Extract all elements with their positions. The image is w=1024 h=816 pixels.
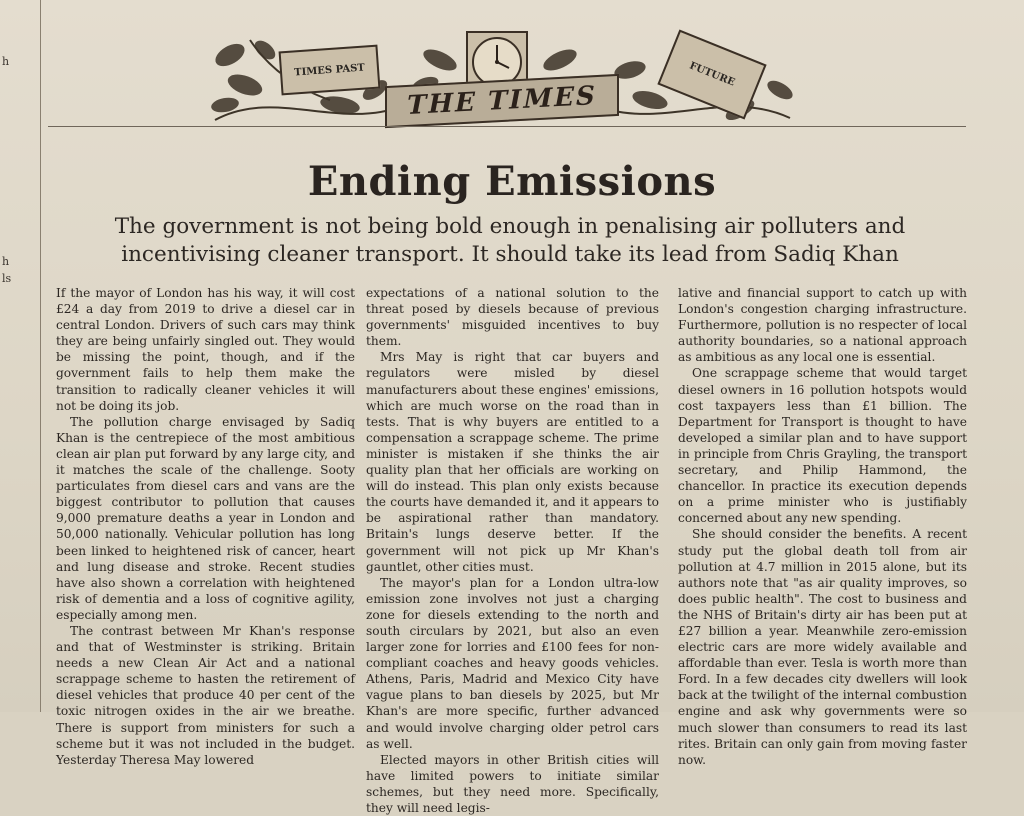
paragraph: The mayor's plan for a London ultra-low emission zone involves not just a charging zone for diesels extending to the north and south circulars by 2021, but also an even larger zone for lorries and £100 fees for non-compliant coaches and heavy goods vehicles. Athens, Paris, Madrid and Mexico City have vague plans to ban diesels by 2025, but Mr Khan's are more specific, further advanced and would involve charging older petrol cars as well. xyxy=(366,575,659,751)
article-column-2 xyxy=(366,285,659,816)
paragraph: lative and financial support to catch up with London's congestion charging infrastructure. Furthermore, pollution is no respecter of local authority boundaries, so a national approach as ambitious as any local one is essential. xyxy=(678,286,967,365)
adjacent-fragment: h xyxy=(2,55,10,68)
adjacent-fragment: ls xyxy=(2,272,12,285)
article-headline: Ending Emissions xyxy=(307,158,717,205)
paragraph: She should consider the benefits. A recent study put the global death toll from air pollution at 4.7 million in 2015 alone, but its authors note that "as air quality improves, so does public health". The cost to business and the NHS of Britain's dirty air has been put at £27 billion a year. Meanwhile zero-emission electric cars are more widely available and affordable than ever. Tesla is worth more than Ford. In a few decades city dwellers will look back at the twilight of the internal combustion engine and ask why governments were so much slower than consumers to read its last rites. Britain can only gain from moving faster now. xyxy=(678,527,967,767)
future-label: FUTURE xyxy=(687,60,737,89)
paragraph: Mrs May is right that car buyers and regulators were misled by diesel manufacturers about these engines' emissions, which are much worse on the road than in tests. That is why buyers are entitled to a compensation a scrappage scheme. The prime minister is mistaken if she thinks the air quality plan that her officials are working on will do instead. This plan only exists because the courts have demanded it, and it appears to be aspirational rather than mandatory. Britain's lungs deserve better. If the government will not pick up Mr Khan's gauntlet, other cities must. xyxy=(366,350,659,574)
paragraph: Elected mayors in other British cities will have limited powers to initiate similar schemes, but they need more. Specifically, they will need legis- xyxy=(366,752,659,815)
paragraph: expectations of a national solution to the threat posed by diesels because of previous governments' misguided incentives to buy them. xyxy=(366,286,659,349)
article-column-3 xyxy=(678,285,967,768)
adjacent-column-edge xyxy=(0,0,41,712)
divider-rule xyxy=(48,126,966,127)
article-column-1 xyxy=(56,285,355,768)
paragraph: One scrappage scheme that would target diesel owners in 16 pollution hotspots would cost taxpayers less than £1 billion. The Department for Transport is thought to have developed a similar plan and to have support in principle from Chris Grayling, the transport secretary, and Philip Hammond, the chancellor. In practice its execution depends on a prime minister who is justifiably concerned about any new spending. xyxy=(678,366,967,526)
paragraph: The contrast between Mr Khan's response and that of Westminster is striking. Britain needs a new Clean Air Act and a national scrappage scheme to hasten the retirement of diesel vehicles that produce 40 per cent of the toxic nitrogen oxides in the air we breathe. There is support from ministers for such a scheme but it was not included in the budget. Yesterday Theresa May lowered xyxy=(56,623,355,767)
times-past-label: TIMES PAST xyxy=(293,62,366,78)
article-standfirst: The government is not being bold enough in penalising air polluters and incentivising cleaner transport. It should take its lead from Sadiq Khan xyxy=(114,214,906,267)
paragraph: The pollution charge envisaged by Sadiq Khan is the centrepiece of the most ambitious clean air plan put forward by any large city, and it matches the scale of the challenge. Sooty particulates from diesel cars and vans are the biggest contributor to pollution that causes 9,000 premature deaths a year in London and 50,000 nationally. Vehicular pollution has long been linked to heightened risk of cancer, heart and lung disease and stroke. Recent studies have also shown a correlation with heightened risk of dementia and a loss of cognitive agility, especially among men. xyxy=(56,414,355,622)
times-past-book xyxy=(279,45,381,96)
times-masthead-logo xyxy=(210,30,795,125)
paragraph: If the mayor of London has his way, it will cost £24 a day from 2019 to drive a diesel car in central London. Drivers of such cars may think they are being unfairly singled out. They would be missing the point, though, and if the government fails to help them make the transition to radically cleaner vehicles it will not be doing its job. xyxy=(56,286,355,413)
the-times-label: THE TIMES xyxy=(407,81,597,121)
adjacent-fragment: h xyxy=(2,255,10,268)
